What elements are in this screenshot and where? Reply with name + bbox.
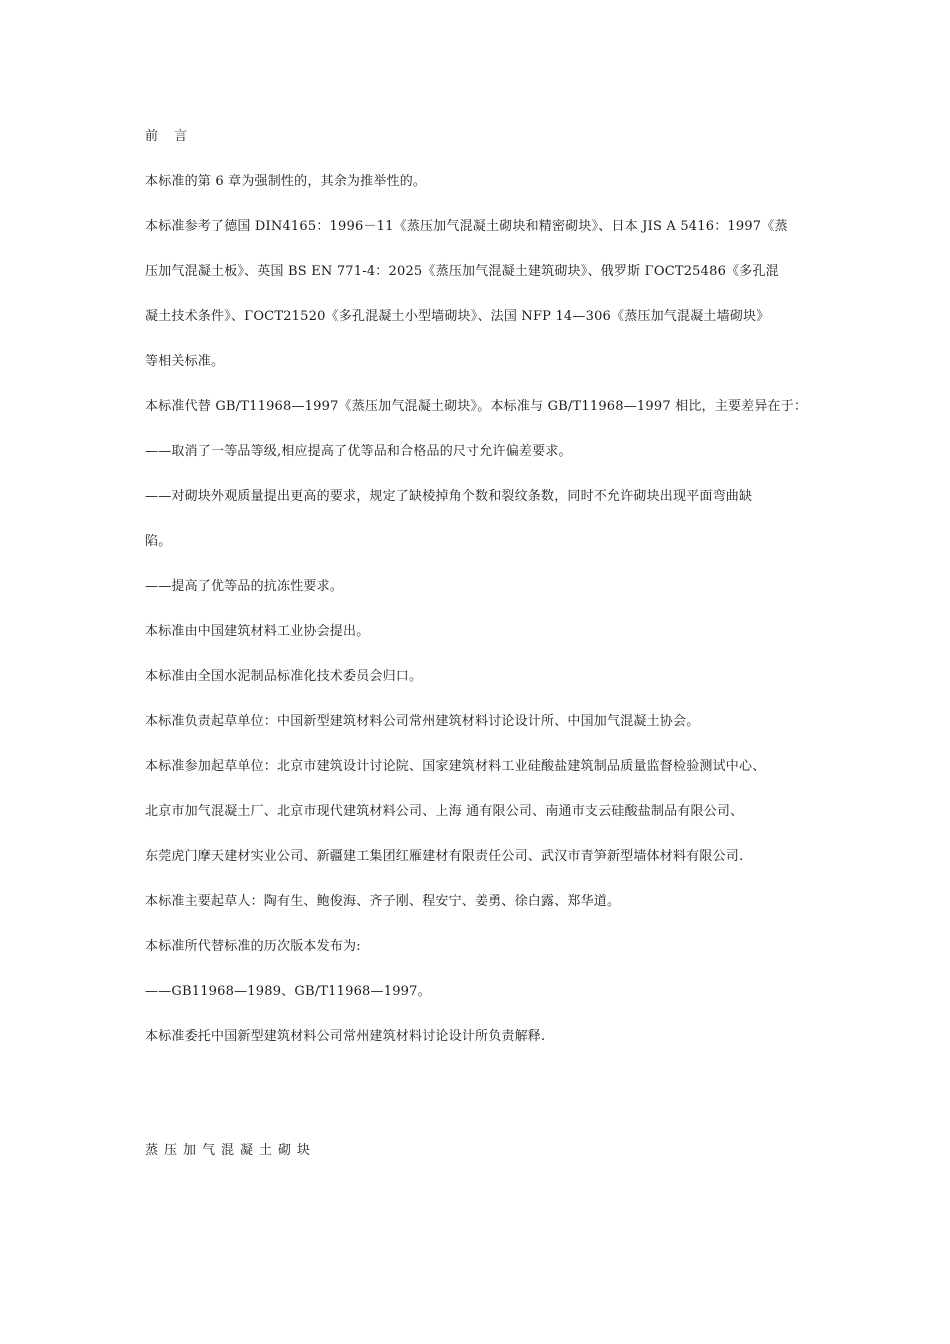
paragraph-line: 本标准参加起草单位：北京市建筑设计讨论院、国家建筑材料工业硅酸盐建筑制品质量监督检验测试中心、 [145, 759, 766, 774]
paragraph-line: ——提高了优等品的抗冻性要求。 [145, 579, 344, 594]
paragraph-line: ——对砌块外观质量提出更高的要求，规定了缺棱掉角个数和裂纹条数，同时不允许砌块出现平面弯曲缺 [145, 489, 753, 504]
paragraph-line: 本标准主要起草人：陶有生、鲍俊海、齐子刚、程安宁、姜勇、徐白露、郑华道。 [145, 894, 621, 909]
paragraph-line: 北京市加气混凝土厂、北京市现代建筑材料公司、上海 通有限公司、南通市支云硅酸盐制品有限公司、 [145, 804, 744, 819]
paragraph-line: 本标准的第 6 章为强制性的，其余为推举性的。 [145, 174, 427, 189]
paragraph-line: 陷。 [145, 534, 172, 549]
paragraph-line: 凝土技术条件》、ΓOCT21520《多孔混凝土小型墙砌块》、法国 NFP 14—306《蒸压加气混凝土墙砌块》 [145, 309, 770, 324]
paragraph-line: 本标准由全国水泥制品标准化技术委员会归口。 [145, 669, 423, 684]
paragraph-line: 等相关标准。 [145, 354, 225, 369]
paragraph-line: 本标准由中国建筑材料工业协会提出。 [145, 624, 370, 639]
paragraph-line: 东莞虎门摩天建材实业公司、新疆建工集团红雁建材有限责任公司、武汉市青笋新型墙体材料有限公司. [145, 849, 744, 864]
paragraph-line: ——取消了一等品等级,相应提高了优等品和合格品的尺寸允许偏差要求。 [145, 444, 572, 459]
preface-title: 前 言 [145, 129, 194, 144]
paragraph-line: 本标准负责起草单位：中国新型建筑材料公司常州建筑材料讨论设计所、中国加气混凝土协会。 [145, 714, 700, 729]
paragraph-line: 本标准所代替标准的历次版本发布为: [145, 939, 361, 954]
paragraph-line: 压加气混凝土板》、英国 BS EN 771-4：2025《蒸压加气混凝土建筑砌块》、俄罗斯 ΓOCT25486《多孔混 [145, 264, 779, 279]
document-title: 蒸压加气混凝土砌块 [145, 1143, 317, 1158]
paragraph-line: 本标准委托中国新型建筑材料公司常州建筑材料讨论设计所负责解释. [145, 1029, 546, 1044]
paragraph-line: 本标准参考了德国 DIN4165：1996－11《蒸压加气混凝土砌块和精密砌块》、日本 JIS A 5416：1997《蒸 [145, 219, 788, 234]
paragraph-line: 本标准代替 GB/T11968—1997《蒸压加气混凝土砌块》。本标准与 GB/T11968—1997 相比，主要差异在于： [145, 399, 808, 414]
paragraph-line: ——GB11968—1989、GB/T11968—1997。 [145, 984, 431, 999]
